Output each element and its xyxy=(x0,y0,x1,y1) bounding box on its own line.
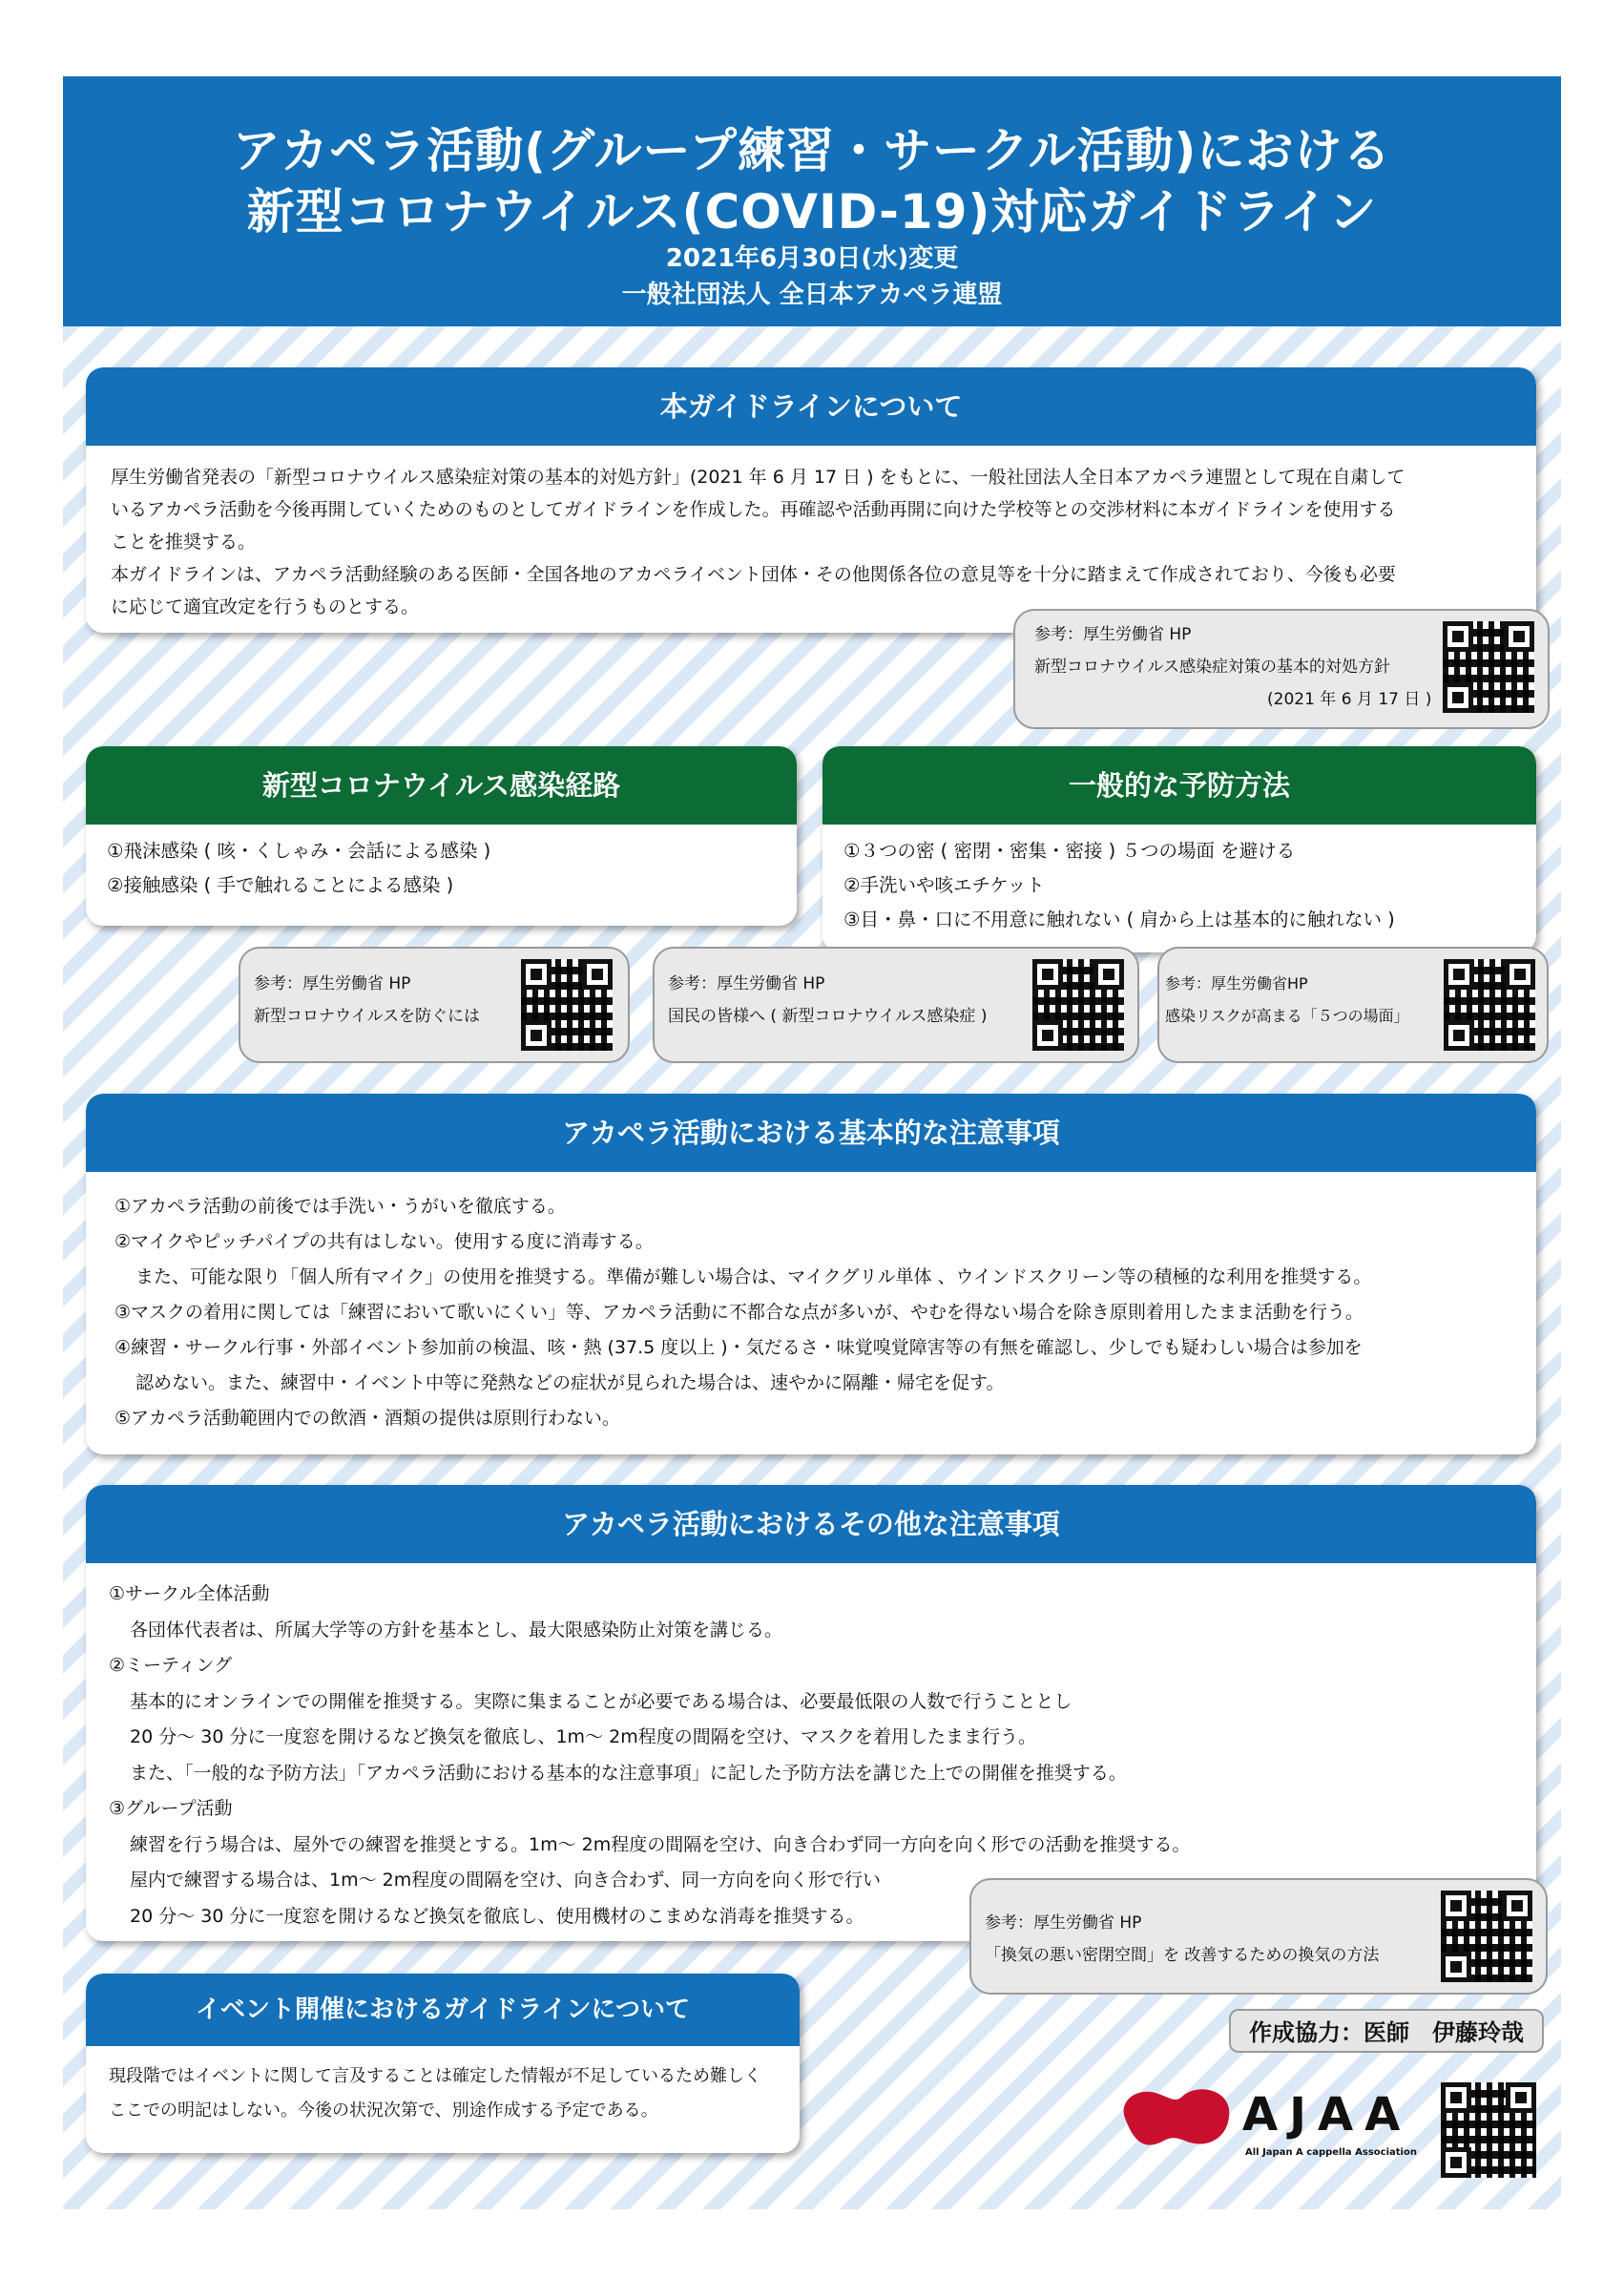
about-line: ことを推奨する。 xyxy=(111,532,257,553)
about-heading: 本ガイドラインについて xyxy=(86,367,1536,446)
basic-line: ②マイクやピッチパイプの共有はしない。使用する度に消毒する。 xyxy=(115,1231,654,1252)
qr-code-icon[interactable] xyxy=(1443,621,1534,713)
basic-line: ④練習・サークル行事・外部イベント参加前の検温、咳・熱 (37.5 度以上 )・気だるさ・味覚嗅覚障害等の有無を確認し、少しでも疑わしい場合は参加を xyxy=(115,1337,1363,1358)
reference-title: 国民の皆様へ ( 新型コロナウイルス感染症 ) xyxy=(668,1007,988,1026)
event-line: 現段階ではイベントに関して言及することは確定した情報が不足しているため難しく xyxy=(109,2066,761,2086)
basic-line: また、可能な限り「個人所有マイク」の使用を推奨する。準備が難しい場合は、マイクグリル単体 、ウインドスクリーン等の積極的な利用を推奨する。 xyxy=(135,1266,1372,1287)
basic-precautions-card xyxy=(86,1094,1536,1454)
reference-date: (2021 年 6 月 17 日 ) xyxy=(1267,690,1432,709)
event-guideline-card xyxy=(86,1974,800,2153)
reference-box-citizens[interactable] xyxy=(653,947,1139,1063)
other-line: 20 分～ 30 分に一度窓を開けるなど換気を徹底し、1m～ 2m程度の間隔を空け、マスクを着用したまま行う。 xyxy=(130,1726,1036,1747)
other-line: 練習を行う場合は、屋外での練習を推奨とする。1m～ 2m程度の間隔を空け、向き合わず同一方向を向く形での活動を推奨する。 xyxy=(130,1833,1191,1855)
basic-line: ③マスクの着用に関しては「練習において歌いにくい」等、アカペラ活動に不都合な点が多いが、やむを得ない場合を除き原則着用したまま活動を行う。 xyxy=(115,1302,1364,1323)
about-card xyxy=(86,367,1536,633)
other-line: 各団体代表者は、所属大学等の方針を基本とし、最大限感染防止対策を講じる。 xyxy=(130,1619,783,1641)
ajaa-logo-icon xyxy=(1116,2082,1235,2151)
reference-label: 参考：厚生労働省HP xyxy=(1165,974,1308,993)
page-title-line2: 新型コロナウイルス(COVID-19)対応ガイドライン xyxy=(246,184,1378,240)
prevention-item: ③目・鼻・口に不用意に触れない ( 肩から上は基本的に触れない ) xyxy=(843,909,1395,930)
reference-box-five-scenes[interactable] xyxy=(1157,947,1549,1063)
route-item: ②接触感染 ( 手で触れることによる感染 ) xyxy=(107,874,454,896)
logo-text: AJAA xyxy=(1242,2088,1412,2142)
reference-label: 参考：厚生労働省 HP xyxy=(668,974,825,993)
other-line: 屋内で練習する場合は、1m～ 2m程度の間隔を空け、向き合わず、同一方向を向く形で行い xyxy=(130,1870,881,1891)
qr-code-icon[interactable] xyxy=(1441,2082,1536,2178)
other-precautions-card xyxy=(86,1485,1536,1941)
organization-name: 一般社団法人 全日本アカペラ連盟 xyxy=(621,281,1003,309)
other-line: ①サークル全体活動 xyxy=(109,1583,270,1604)
reference-box-guideline[interactable] xyxy=(1013,609,1550,729)
about-line: いるアカペラ活動を今後再開していくためのものとしてガイドラインを作成した。再確認や活動再開に向けた学校等との交渉材料に本ガイドラインを使用する xyxy=(111,499,1396,520)
other-line: 基本的にオンラインでの開催を推奨する。実際に集まることが必要である場合は、必要最低限の人数で行うこととし xyxy=(130,1690,1072,1712)
qr-code-icon[interactable] xyxy=(1032,959,1124,1051)
qr-code-icon[interactable] xyxy=(1441,1891,1532,1982)
infection-routes-heading: 新型コロナウイルス感染経路 xyxy=(86,746,797,825)
event-guideline-heading: イベント開催におけるガイドラインについて xyxy=(86,1974,800,2046)
event-line: ここでの明記はしない。今後の状況次第で、別途作成する予定である。 xyxy=(109,2100,658,2121)
about-line: に応じて適宜改定を行うものとする。 xyxy=(111,596,420,617)
prevention-item: ②手洗いや咳エチケット xyxy=(843,874,1045,896)
qr-code-icon[interactable] xyxy=(521,959,613,1051)
reference-title: 新型コロナウイルスを防ぐには xyxy=(254,1007,480,1026)
basic-precautions-heading: アカペラ活動における基本的な注意事項 xyxy=(86,1094,1536,1172)
other-line: ③グループ活動 xyxy=(109,1798,233,1819)
reference-box-prevent[interactable] xyxy=(239,947,630,1063)
revision-date: 2021年6月30日(水)変更 xyxy=(665,244,959,273)
other-line: 20 分～ 30 分に一度窓を開けるなど換気を徹底し、使用機材のこまめな消毒を推奨する。 xyxy=(130,1905,864,1927)
infection-routes-card xyxy=(86,746,797,926)
other-line: また、「一般的な予防方法」「アカペラ活動における基本的な注意事項」に記した予防方法を講じた上での開催を推奨する。 xyxy=(130,1762,1127,1784)
reference-label: 参考：厚生労働省 HP xyxy=(254,974,411,993)
about-line: 厚生労働省発表の「新型コロナウイルス感染症対策の基本的対処方針」(2021 年 6 月 17 日 ) をもとに、一般社団法人全日本アカペラ連盟として現在自粛して xyxy=(111,467,1405,488)
prevention-card xyxy=(822,746,1536,952)
logo-subtitle: All Japan A cappella Association xyxy=(1245,2147,1417,2158)
credit-label: 作成協力：医師 伊藤玲哉 xyxy=(1229,2009,1544,2053)
reference-label: 参考：厚生労働省 HP xyxy=(1034,625,1192,644)
reference-label: 参考：厚生労働省 HP xyxy=(985,1913,1142,1933)
reference-title: 新型コロナウイルス感染症対策の基本的対処方針 xyxy=(1034,658,1390,677)
qr-code-icon[interactable] xyxy=(1444,959,1535,1051)
route-item: ①飛沫感染 ( 咳・くしゃみ・会話による感染 ) xyxy=(107,840,491,862)
about-line: 本ガイドラインは、アカペラ活動経験のある医師・全国各地のアカペライベント団体・その他関係各位の意見等を十分に踏まえて作成されており、今後も必要 xyxy=(111,564,1396,585)
reference-box-ventilation[interactable] xyxy=(969,1878,1548,1995)
other-precautions-heading: アカペラ活動におけるその他な注意事項 xyxy=(86,1485,1536,1563)
basic-line: ①アカペラ活動の前後では手洗い・うがいを徹底する。 xyxy=(115,1196,566,1217)
basic-line: 認めない。また、練習中・イベント中等に発熱などの症状が見られた場合は、速やかに隔離・帰宅を促す。 xyxy=(135,1372,1005,1393)
prevention-heading: 一般的な予防方法 xyxy=(822,746,1536,825)
page-header xyxy=(63,76,1561,326)
basic-line: ⑤アカペラ活動範囲内での飲酒・酒類の提供は原則行わない。 xyxy=(115,1408,620,1429)
prevention-item: ①３つの密 ( 密閉・密集・密接 ) ５つの場面 を避ける xyxy=(843,840,1296,862)
reference-title: 感染リスクが高まる「５つの場面」 xyxy=(1165,1007,1409,1025)
page-title-line1: アカペラ活動(グループ練習・サークル活動)における xyxy=(232,123,1392,178)
other-line: ②ミーティング xyxy=(109,1655,233,1676)
reference-title: 「換気の悪い密閉空間」を 改善するための換気の方法 xyxy=(985,1946,1380,1965)
